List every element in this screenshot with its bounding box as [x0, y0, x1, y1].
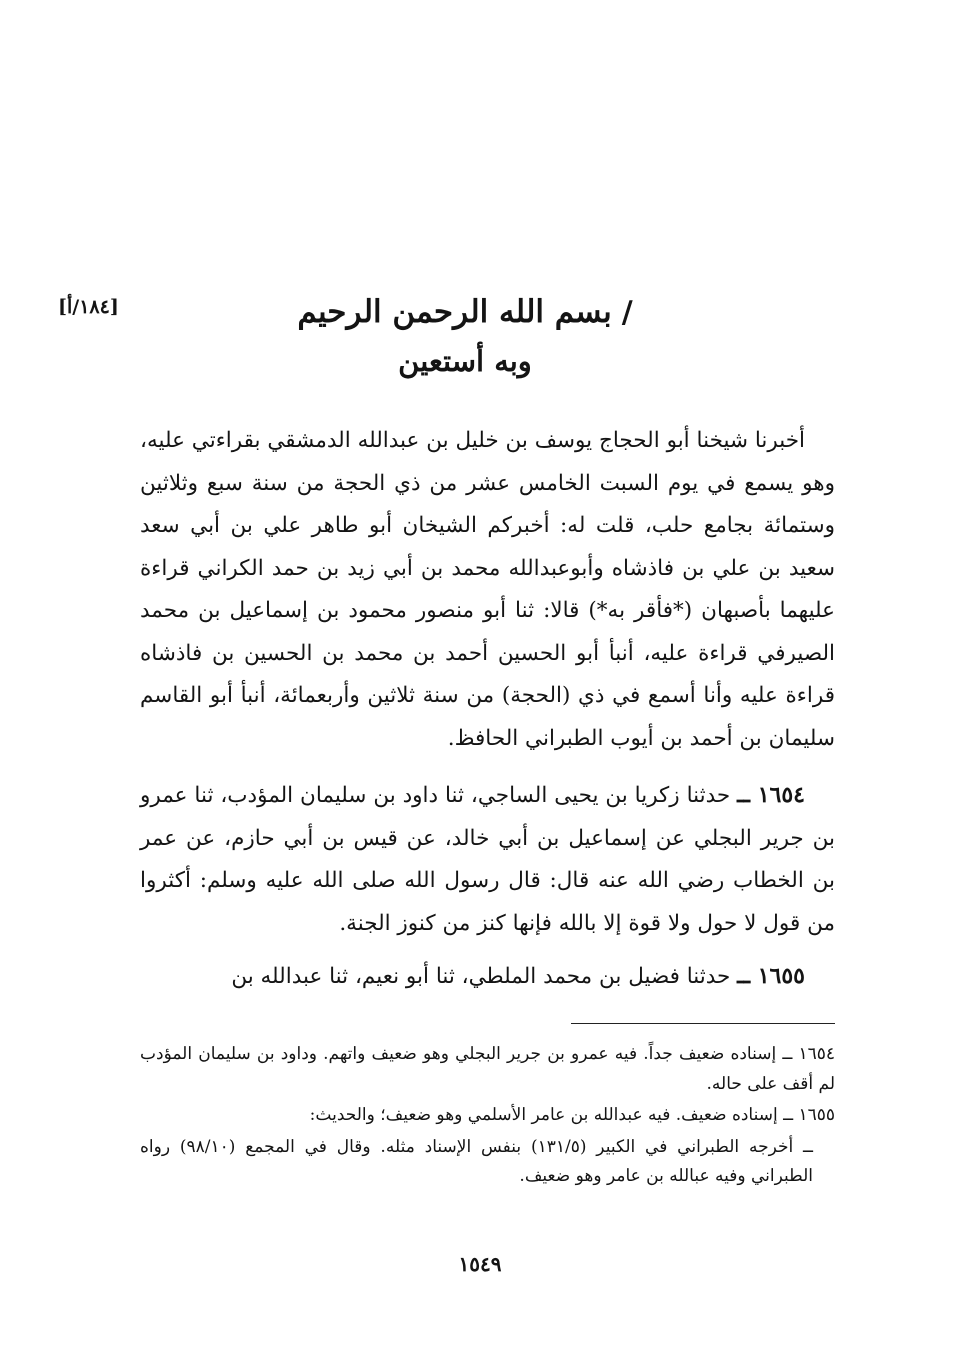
hadith-1655	[140, 955, 835, 999]
isnad-paragraph	[140, 420, 835, 760]
paragraph-text: حدثنا زكريا بن يحيى الساجي، ثنا داود بن سليمان المؤدب، ثنا عمرو بن جرير البجلي عن إسماعيل بن أبي خالد، عن قيس بن أبي حازم، عن عمر بن الخطاب رضي الله عنه قال: قال رسول الله صلى الله عليه وسلم: أكثروا من قول لا حول ولا قوة إلا بالله فإنها كنز من كنوز الجنة.	[140, 783, 835, 936]
hadith-number: ١٦٥٤ ــ	[737, 782, 805, 808]
folio-reference: [١٨٤/أ]	[58, 296, 119, 318]
footnote-1655: ١٦٥٥ ــ إسناده ضعيف. فيه عبدالله بن عامر الأسلمي وهو ضعيف؛ والحديث:	[309, 1105, 835, 1125]
paragraph-text: حدثنا فضيل بن محمد الملطي، ثنا أبو نعيم، ثنا عبدالله بن	[231, 964, 731, 989]
page-number: ١٥٤٩	[458, 1252, 502, 1276]
basmala-heading	[297, 284, 633, 340]
hadith-1654	[140, 774, 835, 945]
main-text	[140, 420, 835, 1009]
subheading: وبه أستعين	[398, 344, 532, 378]
footnotes	[140, 1040, 835, 1194]
folio-slash-mark: /	[621, 294, 633, 330]
basmala: بسم الله الرحمن الرحيم	[297, 294, 612, 330]
paragraph-text: أخبرنا شيخنا أبو الحجاج يوسف بن خليل بن عبدالله الدمشقي بقراءتي عليه، وهو يسمع في يوم السبت الخامس عشر من ذي الحجة من سنة سبع وثلاثين وستمائة بجامع حلب، قلت له: أخبركم الشيخان أبو طاهر علي بن أبي سعد سعيد بن علي بن فاذشاه وأبوعبدالله محمد بن أبي زيد بن حمد الكراني قراءة عليهما بأصبهان (*فأقر به*) قالا: ثنا أبو منصور محمود بن إسماعيل بن محمد الصيرفي قراءة عليه، أنبأ أبو الحسين أحمد بن محمد بن الحسين بن فاذشاه قراءة عليه وأنا أسمع في ذي (الحجة) من سنة ثلاثين وأربعمائة، أنبأ أبو القاسم سليمان بن أحمد بن أيوب الطبراني الحافظ.	[140, 428, 835, 751]
hadith-number: ١٦٥٥ ــ	[737, 963, 805, 989]
footnote-1655-continuation: ــ أخرجه الطبراني في الكبير (١٣١/٥) بنفس الإسناد مثله. وقال في المجمع (٩٨/١٠) رواه الطبراني وفيه عبالله بن عامر وهو ضعيف.	[140, 1136, 813, 1186]
footnote-1654: ١٦٥٤ ــ إسناده ضعيف جداً. فيه عمرو بن جرير البجلي وهو ضعيف واتهم. وداود بن سليمان المؤدب لم أقف على حاله.	[140, 1044, 835, 1094]
footnote-divider	[571, 1023, 835, 1024]
